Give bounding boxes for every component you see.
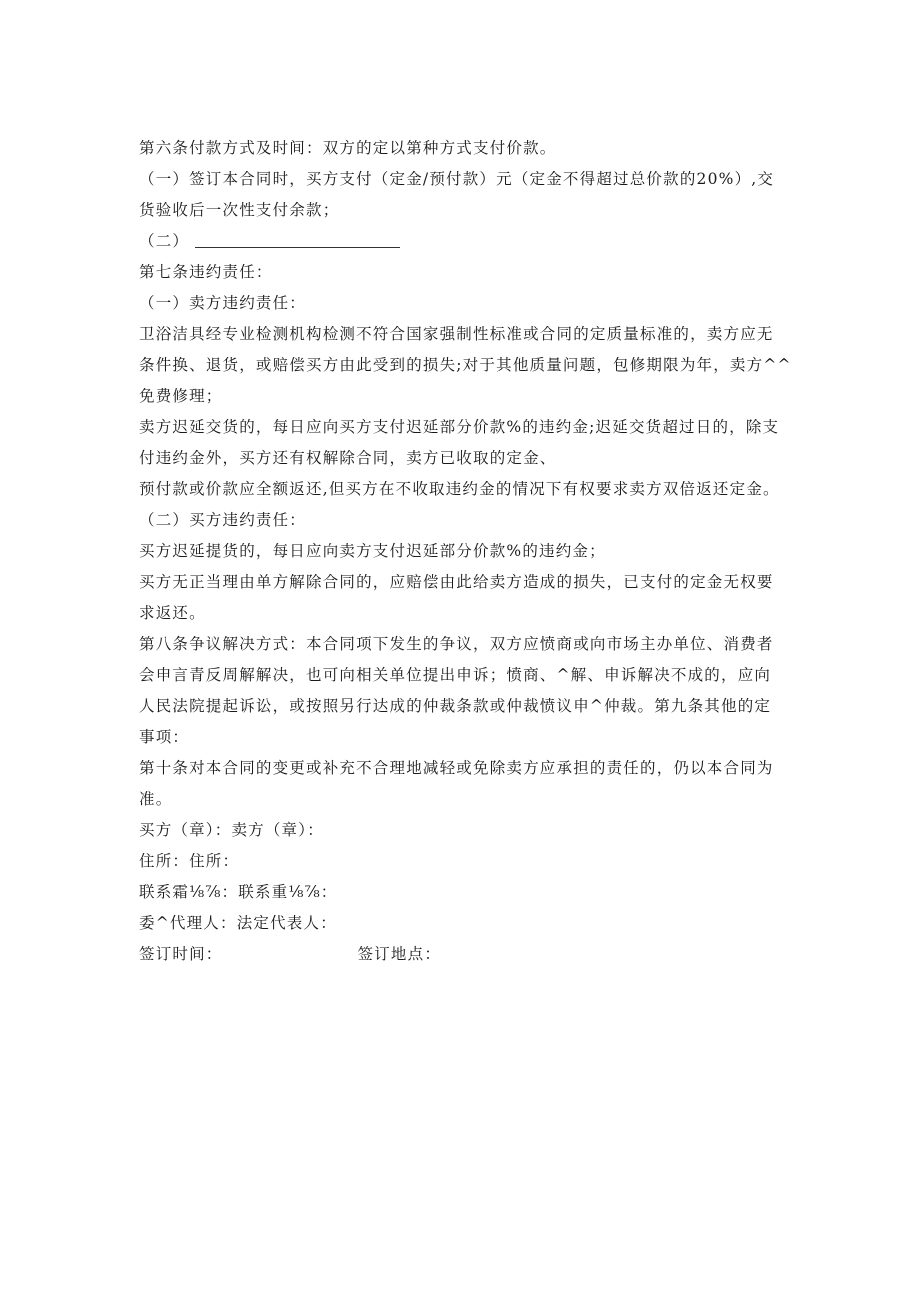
buyer-termination-text-line-1: 买方无正当理由单方解除合同的，应赔偿由此给卖方造成的损失，已支付的定金无权要 <box>139 573 774 591</box>
article-10-line-1: 第十条对本合同的变更或补充不合理地减轻或免除卖方应承担的责任的，仍以本合同为 <box>139 759 774 777</box>
contract-page <box>139 133 792 970</box>
article-7-heading: 第七条违约责任： <box>139 263 273 281</box>
seller-liability-text-line-3: 免费修理； <box>139 387 223 405</box>
seller-liability-text-line-1: 卫浴洁具经专业检测机构检测不符合国家强制性标准或合同的定质量标准的，卖方应无 <box>139 325 774 343</box>
sign-time-label: 签订时间： <box>139 945 223 963</box>
buyer-termination-text-line-2: 求返还。 <box>139 604 206 622</box>
seller-delay-text-line-2: 付违约金外，买方还有权解除合同，卖方已收取的定金、 <box>139 449 557 467</box>
seller-liability-text-line-2: 条件换、退货，或赔偿买方由此受到的损失;对于其他质量问题，包修期限为年，卖方^^ <box>139 356 792 374</box>
buyer-delay-text: 买方迟延提货的，每日应向卖方支付迟延部分价款%的违约金； <box>139 542 606 560</box>
buyer-liability-heading: （二）买方违约责任： <box>139 511 307 529</box>
agent-representative-line: 委^代理人：法定代表人： <box>139 914 337 932</box>
payment-clause-2 <box>139 226 784 257</box>
seller-liability-heading: （一）卖方违约责任： <box>139 294 307 312</box>
payment-clause-1-line-1: （一）签订本合同时，买方支付（定金/预付款）元（定金不得超过总价款的20%）,交 <box>139 170 775 188</box>
article-9-line: 事项： <box>139 728 190 746</box>
payment-clause-2-label: （二） <box>139 232 190 250</box>
article-8-line-1: 第八条争议解决方式：本合同项下发生的争议，双方应愤商或向市场主办单位、消费者 <box>139 635 774 653</box>
article-10-line-2: 准。 <box>139 790 173 808</box>
contact-phone-line: 联系霜⅛⅞：联系重⅛⅞： <box>139 883 338 901</box>
article-8-line-3: 人民法院提起诉讼，或按照另行达成的仲裁条款或仲裁愤议申^仲裁。第九条其他的定 <box>139 697 772 715</box>
blank-fill-line <box>195 229 400 248</box>
article-8-line-2: 会申言青反周解解决，也可向相关单位提出申诉；愤商、^解、申诉解决不成的，应向 <box>139 666 772 684</box>
signature-party-line: 买方（章）：卖方（章）： <box>139 821 324 839</box>
seller-delay-text-line-3: 预付款或价款应全额返还,但买方在不收取违约金的情况下有权要求卖方双倍返还定金。 <box>139 480 780 498</box>
payment-clause-1-line-2: 货验收后一次性支付余款； <box>139 201 340 219</box>
article-6-heading: 第六条付款方式及时间：双方的定以第种方式支付价款。 <box>139 139 557 157</box>
seller-delay-text-line-1: 卖方迟延交货的，每日应向买方支付迟延部分价款%的违约金;迟延交货超过日的，除支 <box>139 418 780 436</box>
sign-time-place-line <box>139 939 784 970</box>
address-line: 住所：住所： <box>139 852 240 870</box>
sign-place-label: 签订地点： <box>357 945 442 963</box>
